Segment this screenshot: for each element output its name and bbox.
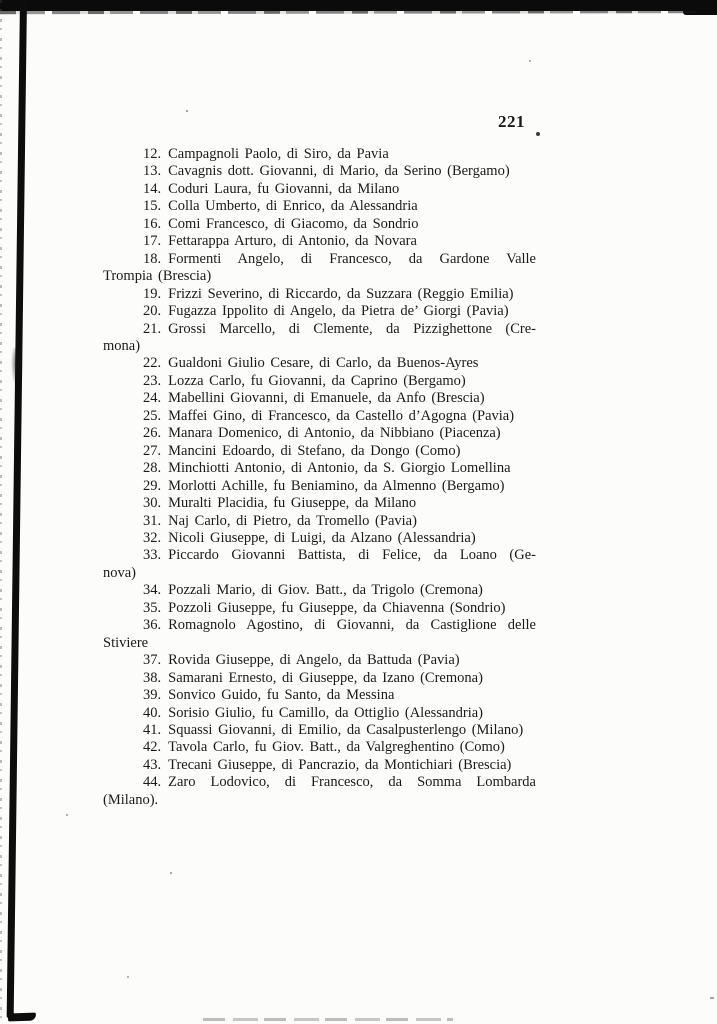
entry-second-line: mona) [103,337,141,354]
list-entry [103,233,536,250]
ink-speck [127,976,129,978]
entry-text: Naj Carlo, di Pietro, da Tromello (Pavia) [168,512,417,529]
entry-first-line [103,670,536,687]
list-entry [103,600,536,617]
entry-number: 14. [143,180,162,197]
entry-text: Muralti Placidia, fu Giuseppe, da Milano [168,495,417,512]
entry-first-line [103,774,536,791]
entry-first-line [103,198,536,215]
entry-text: Fettarappa Arturo, di Antonio, da Novara [168,233,417,250]
ink-speck [186,110,188,112]
entry-first-line [103,303,536,320]
entry-number: 41. [143,721,162,738]
entry-number: 44. [143,774,162,791]
list-entry [103,513,536,530]
entry-number: 31. [143,512,162,529]
entry-number: 27. [143,442,162,459]
list-entry [103,478,536,495]
scan-edge-top [0,0,717,11]
entry-number: 39. [143,687,162,704]
entry-number: 38. [143,669,162,686]
entry-text: Zaro Lodovico, di Francesco, da Somma Lombarda [168,774,536,791]
list-entry [103,216,536,233]
entry-text: Piccardo Giovanni Battista, di Felice, da Loano (Ge- [168,547,536,564]
entry-list [103,146,536,809]
list-entry [103,774,536,809]
list-entry [103,286,536,303]
entry-text: Sorisio Giulio, fu Camillo, da Ottiglio (Alessandria) [168,704,483,721]
scan-edge-top-ragged-line [0,11,700,15]
entry-first-line [103,373,536,390]
entry-number: 40. [143,704,162,721]
entry-text: Campagnoli Paolo, di Siro, da Pavia [168,146,389,162]
entry-first-line [103,757,536,774]
entry-number: 32. [143,529,162,546]
entry-first-line [103,408,536,425]
entry-text: Cavagnis dott. Giovanni, di Mario, da Serino (Bergamo) [168,163,510,180]
entry-text: Lozza Carlo, fu Giovanni, da Caprino (Bergamo) [168,372,466,389]
entry-number: 12. [143,146,162,162]
list-entry [103,460,536,477]
entry-first-line [103,216,536,233]
list-entry [103,198,536,215]
list-entry [103,757,536,774]
entry-text: Formenti Angelo, di Francesco, da Gardone Valle [168,250,536,267]
list-entry [103,146,536,163]
list-entry [103,670,536,687]
entry-first-line [103,390,536,407]
entry-first-line [103,617,536,634]
list-entry [103,443,536,460]
entry-text: Grossi Marcello, di Clemente, da Pizzighettone (Cre- [168,320,536,337]
entry-number: 21. [143,320,162,337]
list-entry [103,373,536,390]
entry-second-line: nova) [103,564,137,581]
entry-number: 24. [143,390,162,407]
entry-first-line [103,146,536,163]
entry-number: 33. [143,547,162,564]
entry-first-line [103,460,536,477]
entry-second-line: (Milano). [103,791,159,808]
entry-first-line [103,163,536,180]
entry-number: 22. [143,355,162,372]
entry-text: Nicoli Giuseppe, di Luigi, da Alzano (Alessandria) [168,529,476,546]
list-entry [103,547,536,582]
entry-first-line [103,722,536,739]
entry-number: 18. [143,250,162,267]
entry-text: Gualdoni Giulio Cesare, di Carlo, da Buenos-Ayres [168,355,479,372]
entry-first-line [103,478,536,495]
entry-number: 35. [143,599,162,616]
entry-number: 25. [143,407,162,424]
entry-first-line [103,739,536,756]
entry-first-line [103,425,536,442]
list-entry [103,705,536,722]
entry-text: Romagnolo Agostino, di Giovanni, da Castiglione delle [168,617,536,634]
entry-text: Maffei Gino, di Francesco, da Castello d’Agogna (Pavia) [168,407,515,424]
entry-first-line [103,321,536,338]
entry-text: Mabellini Giovanni, di Emanuele, da Anfo (Brescia) [168,390,485,407]
entry-text: Fugazza Ippolito di Angelo, da Pietra de’ Giorgi (Pavia) [168,303,509,320]
entry-number: 30. [143,495,162,512]
entry-text: Tavola Carlo, fu Giov. Batt., da Valgreghentino (Como) [168,739,505,756]
entry-text: Coduri Laura, fu Giovanni, da Milano [168,180,400,197]
list-entry [103,652,536,669]
entry-second-line: Stiviere [103,634,149,651]
list-entry [103,739,536,756]
entry-text: Frizzi Severino, di Riccardo, da Suzzara (Reggio Emilia) [168,285,514,302]
scan-edge-left-dots [0,0,2,1024]
entry-first-line [103,233,536,250]
entry-number: 42. [143,739,162,756]
entry-number: 29. [143,477,162,494]
list-entry [103,530,536,547]
entry-first-line [103,687,536,704]
entry-text: Mancini Edoardo, di Stefano, da Dongo (Como) [168,442,461,459]
entry-first-line [103,530,536,547]
entry-first-line [103,181,536,198]
ink-speck [710,997,714,999]
scan-edge-left-foot [8,1013,36,1022]
entry-number: 28. [143,460,162,477]
ink-speck [536,132,540,136]
ink-speck [66,814,68,816]
entry-text: Squassi Giovanni, di Emilio, da Casalpusterlengo (Milano) [168,721,524,738]
entry-number: 26. [143,425,162,442]
entry-text: Comi Francesco, di Giacomo, da Sondrio [168,215,419,232]
scan-edge-bottom-dashes [203,1018,453,1021]
entry-text: Manara Domenico, di Antonio, da Nibbiano (Piacenza) [168,425,501,442]
list-entry [103,251,536,286]
entry-first-line [103,582,536,599]
entry-first-line [103,443,536,460]
ink-speck [170,872,172,874]
entry-second-line: Trompia (Brescia) [103,268,212,285]
list-entry [103,617,536,652]
list-entry [103,181,536,198]
entry-text: Rovida Giuseppe, di Angelo, da Battuda (Pavia) [168,652,460,669]
list-entry [103,408,536,425]
entry-number: 16. [143,215,162,232]
entry-first-line [103,355,536,372]
entry-text: Pozzali Mario, di Giov. Batt., da Trigolo (Cremona) [168,582,483,599]
entry-first-line [103,600,536,617]
scan-edge-left-rough-patch [11,348,22,388]
scan-edge-left-bar [7,0,27,1018]
entry-text: Pozzoli Giuseppe, fu Giuseppe, da Chiavenna (Sondrio) [168,599,506,616]
entry-number: 34. [143,582,162,599]
entry-number: 23. [143,372,162,389]
entry-first-line [103,495,536,512]
entry-first-line [103,705,536,722]
list-entry [103,355,536,372]
entry-number: 43. [143,756,162,773]
list-entry [103,303,536,320]
list-entry [103,425,536,442]
entry-text: Samarani Ernesto, di Giuseppe, da Izano (Cremona) [168,669,483,686]
entry-number: 37. [143,652,162,669]
entry-number: 17. [143,233,162,250]
list-entry [103,163,536,180]
entry-text: Minchiotti Antonio, di Antonio, da S. Giorgio Lomellina [168,460,511,477]
ink-speck [529,60,531,62]
page-number: 221 [498,112,525,131]
list-entry [103,495,536,512]
entry-text: Morlotti Achille, fu Beniamino, da Almenno (Bergamo) [168,477,505,494]
entry-first-line [103,251,536,268]
entry-first-line [103,547,536,564]
entry-number: 13. [143,163,162,180]
entry-text: Sonvico Guido, fu Santo, da Messina [168,687,395,704]
entry-number: 15. [143,198,162,215]
list-entry [103,321,536,356]
entry-number: 36. [143,617,162,634]
list-entry [103,722,536,739]
entry-text: Trecani Giuseppe, di Pancrazio, da Montichiari (Brescia) [168,756,512,773]
entry-first-line [103,286,536,303]
list-entry [103,582,536,599]
entry-text: Colla Umberto, di Enrico, da Alessandria [168,198,418,215]
entry-first-line [103,513,536,530]
entry-number: 19. [143,285,162,302]
list-entry [103,687,536,704]
entry-number: 20. [143,303,162,320]
list-entry [103,390,536,407]
entry-first-line [103,652,536,669]
